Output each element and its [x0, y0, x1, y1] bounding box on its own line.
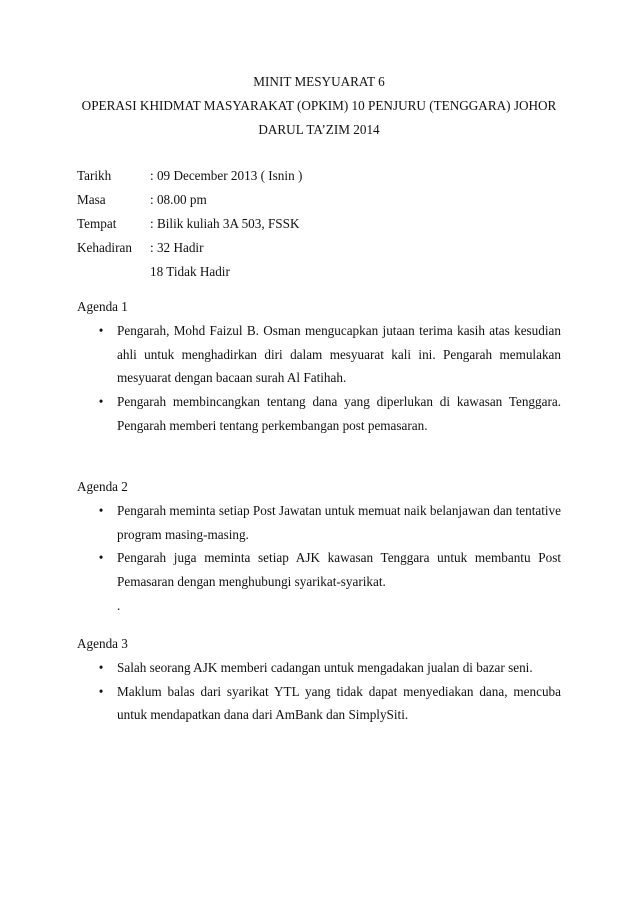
place-row — [77, 212, 557, 236]
absent-value: 18 Tidak Hadir — [150, 264, 230, 279]
bullet-icon: • — [98, 550, 104, 566]
place-label: Tempat — [77, 216, 117, 231]
agenda-2 — [77, 475, 561, 618]
agenda-heading: Agenda 2 — [77, 479, 128, 494]
title-block — [60, 70, 578, 142]
title-line-2: OPERASI KHIDMAT MASYARAKAT (OPKIM) 10 PENJURU (TENGGARA) JOHOR — [81, 98, 557, 113]
agenda-item-text: Pengarah juga meminta setiap AJK kawasan Tenggara untuk membantu Post Pemasaran dengan menghubungi syarikat-syarikat. — [117, 550, 561, 590]
date-label: Tarikh — [77, 168, 112, 183]
title-line-3: DARUL TA’ZIM 2014 — [258, 122, 380, 137]
date-value: : 09 December 2013 ( Isnin ) — [150, 168, 303, 183]
agenda-item — [77, 680, 561, 727]
agenda-heading: Agenda 1 — [77, 299, 128, 314]
agenda-item — [77, 546, 561, 593]
time-row — [77, 188, 557, 212]
agenda-item-text: Pengarah meminta setiap Post Jawatan untuk memuat naik belanjawan dan tentative program masing-masing. — [117, 503, 561, 542]
bullet-icon: • — [98, 683, 104, 699]
place-value: : Bilik kuliah 3A 503, FSSK — [150, 216, 300, 231]
agenda-item-text: Pengarah membincangkan tentang dana yang diperlukan di kawasan Tenggara. Pengarah memberi tentang perkembangan post pemasaran. — [117, 394, 561, 433]
title-line-1: MINIT MESYUARAT 6 — [253, 74, 385, 89]
agenda-item — [77, 319, 561, 390]
attendance-label: Kehadiran — [77, 240, 132, 255]
bullet-icon: • — [98, 394, 104, 410]
attendance-row — [77, 236, 557, 260]
date-row — [77, 164, 557, 188]
time-value: : 08.00 pm — [150, 192, 207, 207]
trailing-period: . — [117, 597, 121, 613]
agenda-1 — [77, 295, 561, 438]
agenda-item-text: Pengarah, Mohd Faizul B. Osman mengucapkan jutaan terima kasih atas kesudian ahli untuk menghadirkan diri dalam mesyuarat kali ini. Pengarah memulakan mesyuarat dengan bacaan surah Al Fatihah. — [117, 323, 561, 386]
agenda-item — [77, 390, 561, 437]
bullet-icon: • — [98, 323, 104, 338]
meeting-details — [77, 164, 557, 284]
bullet-icon: • — [98, 660, 104, 675]
agenda-item-text: Salah seorang AJK memberi cadangan untuk mengadakan jualan di bazar seni. — [117, 660, 533, 675]
bullet-icon: • — [98, 503, 104, 518]
agenda-item-text: Maklum balas dari syarikat YTL yang tidak dapat menyediakan dana, mencuba untuk mendapatkan dana dari AmBank dan SimplySiti. — [117, 683, 561, 723]
agenda-3 — [77, 632, 561, 727]
agenda-item — [77, 656, 561, 680]
agenda-items — [77, 656, 561, 727]
agenda-items — [77, 499, 561, 594]
attendance-value: : 32 Hadir — [150, 240, 204, 255]
agenda-heading: Agenda 3 — [77, 636, 128, 651]
time-label: Masa — [77, 192, 106, 207]
agenda-items — [77, 319, 561, 438]
agenda-item — [77, 499, 561, 546]
